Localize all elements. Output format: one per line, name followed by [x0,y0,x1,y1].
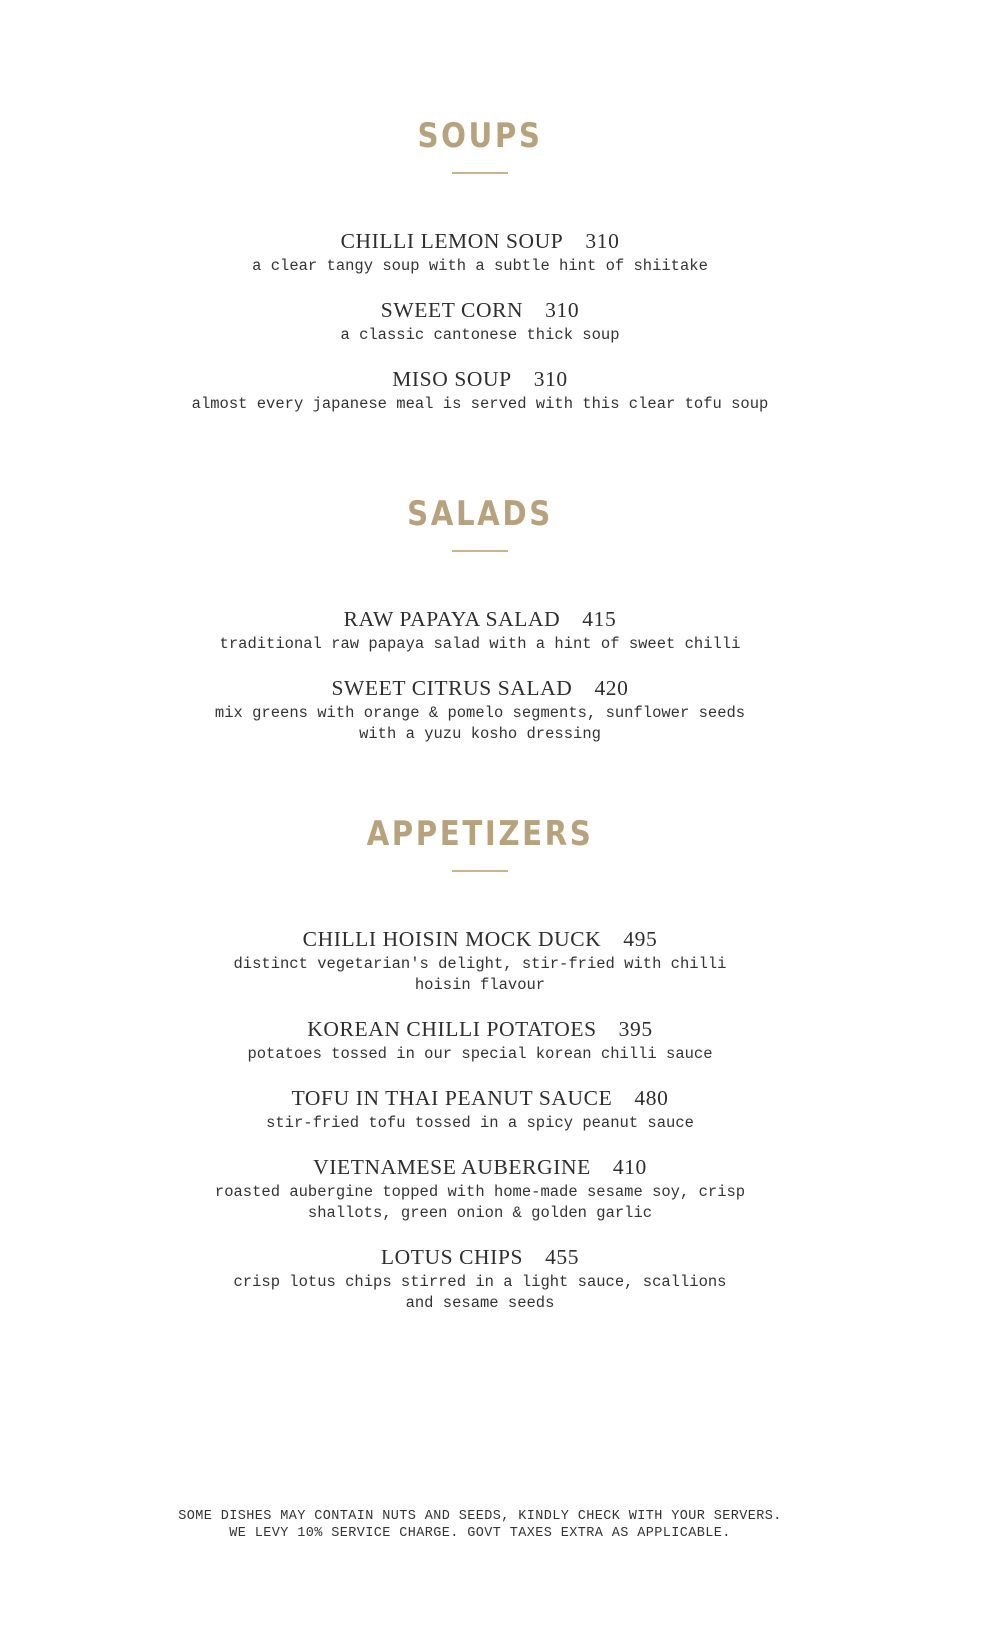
menu-item-heading [0,1085,960,1111]
menu-items [0,606,960,745]
menu-item-name: CHILLI LEMON SOUP [340,229,564,253]
menu-item-description: a classic cantonese thick soup [340,326,620,344]
menu-item-heading [0,1244,960,1270]
menu-item-description: crisp lotus chips stirred in a light sauce, scallions and sesame seeds [233,1273,727,1312]
menu-item-price: 410 [612,1155,647,1179]
menu-item-heading [0,926,960,952]
menu-item-description: traditional raw papaya salad with a hint of sweet chilli [219,635,741,653]
menu-item-name: CHILLI HOISIN MOCK DUCK [302,927,602,951]
menu-item-price: 310 [545,298,580,322]
menu-item-description: potatoes tossed in our special korean chilli sauce [247,1045,713,1063]
menu-item-heading [0,675,960,701]
menu-item-heading [0,1016,960,1042]
menu-item [0,675,960,745]
menu-item-price: 455 [545,1245,580,1269]
menu-item-price: 310 [585,229,620,253]
menu-item-name: TOFU IN THAI PEANUT SAUCE [291,1086,613,1110]
menu-item-price: 495 [623,927,658,951]
footer-allergen-note: SOME DISHES MAY CONTAIN NUTS AND SEEDS, KINDLY CHECK WITH YOUR SERVERS. [178,1509,782,1524]
menu-item-heading [0,228,960,254]
menu-item-description: stir-fried tofu tossed in a spicy peanut sauce [266,1114,694,1132]
menu-item-name: MISO SOUP [392,367,512,391]
section-salads [0,494,960,765]
menu-item-heading [0,366,960,392]
menu-item-name: SWEET CORN [380,298,524,322]
menu-item [0,1244,960,1314]
menu-item [0,1154,960,1224]
menu-footer-notice [0,1508,960,1542]
section-title: APPETIZERS [366,814,594,854]
menu-item [0,297,960,346]
section-divider [452,172,508,174]
section-soups [0,116,960,435]
menu-item-name: LOTUS CHIPS [380,1245,524,1269]
menu-item [0,926,960,996]
section-title: SALADS [407,494,553,534]
menu-item-description: roasted aubergine topped with home-made sesame soy, crisp shallots, green onion & golden garlic [214,1183,746,1222]
menu-item-price: 420 [594,676,629,700]
menu-item-price: 310 [533,367,568,391]
menu-item-name: RAW PAPAYA SALAD [343,607,561,631]
menu-item-name: SWEET CITRUS SALAD [331,676,573,700]
section-title: SOUPS [417,116,543,156]
menu-item-description: distinct vegetarian's delight, stir-fried with chilli hoisin flavour [233,955,727,994]
menu-item-price: 480 [634,1086,669,1110]
menu-items [0,926,960,1314]
menu-item-heading [0,297,960,323]
menu-item [0,1016,960,1065]
section-divider [452,550,508,552]
menu-item [0,228,960,277]
menu-item [0,366,960,415]
section-divider [452,870,508,872]
menu-item-heading [0,606,960,632]
menu-item-name: VIETNAMESE AUBERGINE [313,1155,591,1179]
menu-item-description: mix greens with orange & pomelo segments, sunflower seeds with a yuzu kosho dressing [214,704,746,743]
menu-item [0,1085,960,1134]
menu-item-price: 395 [618,1017,653,1041]
menu-item [0,606,960,655]
menu-item-heading [0,1154,960,1180]
menu-item-name: KOREAN CHILLI POTATOES [307,1017,597,1041]
footer-charges-note: WE LEVY 10% SERVICE CHARGE. GOVT TAXES EXTRA AS APPLICABLE. [229,1526,731,1541]
menu-item-price: 415 [582,607,617,631]
menu-item-description: almost every japanese meal is served with this clear tofu soup [191,395,769,413]
section-appetizers [0,814,960,1334]
menu-item-description: a clear tangy soup with a subtle hint of shiitake [252,257,708,275]
menu-items [0,228,960,415]
